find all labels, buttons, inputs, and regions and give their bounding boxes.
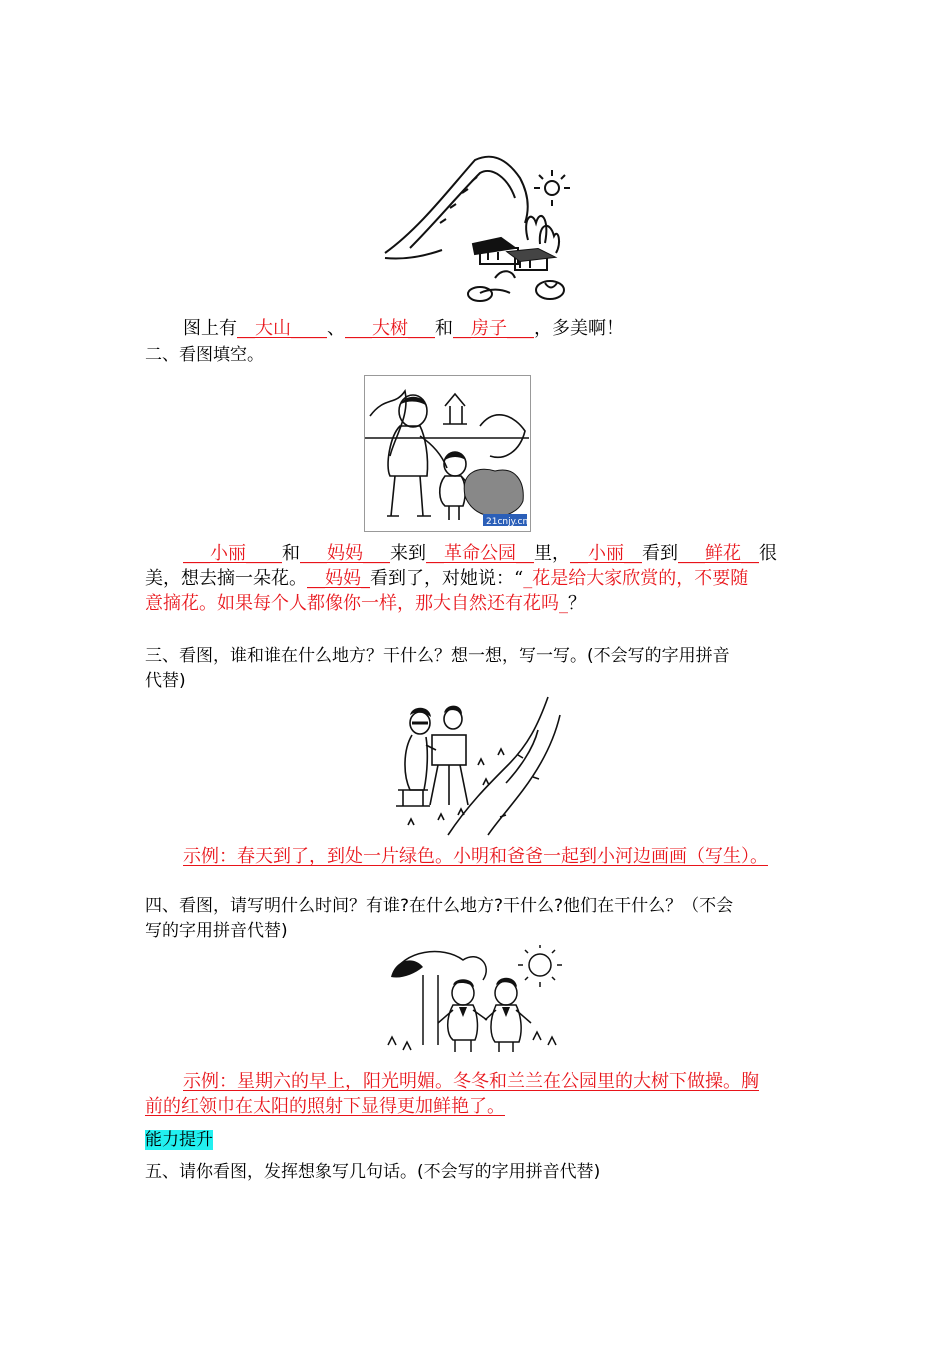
sentence-text: 看到了，对她说：“	[370, 568, 524, 589]
watermark-text: 21cnjy.cn	[486, 517, 529, 527]
section1-sentence	[183, 316, 863, 342]
section4-heading-line2: 写的字用拼音代替)	[145, 921, 288, 941]
section5-badge-row	[145, 1127, 825, 1153]
answer-text: 意摘花。如果每个人都像你一样，那大自然还有花吗_	[145, 593, 568, 614]
sentence-text: 图上有	[183, 318, 237, 339]
river-painting-illustration	[388, 695, 563, 837]
answer-blank: ___妈妈___	[300, 543, 390, 564]
section2-line3	[145, 591, 825, 617]
section2-line1	[183, 541, 863, 567]
answer-blank: ___小丽____	[183, 543, 282, 564]
mother-child-flowers-illustration	[364, 375, 531, 532]
sentence-text: 、	[327, 318, 345, 339]
answer-blank: ___鲜花__	[678, 543, 759, 564]
children-tree-sun-illustration	[383, 945, 565, 1057]
section3-answer: 示例：春天到了，到处一片绿色。小明和爸爸一起到小河边画画（写生）。	[183, 846, 768, 867]
sentence-text: 美，想去摘一朵花。	[145, 568, 307, 589]
answer-blank: __小丽__	[570, 543, 642, 564]
section4-heading-line1: 四、看图，请写明什么时间？有谁?在什么地方?干什么?他们在干什么？（不会	[145, 896, 734, 916]
answer-blank: ___大树___	[345, 318, 435, 339]
sentence-text: 来到	[390, 543, 426, 564]
answer-blank: __大山____	[237, 318, 327, 339]
answer-blank: __革命公园__	[426, 543, 534, 564]
section2-line2	[145, 566, 825, 592]
answer-blank: __妈妈_	[307, 568, 370, 589]
section3-heading-line2: 代替)	[145, 671, 186, 691]
section4-answer-line2: 前的红领巾在太阳的照射下显得更加鲜艳了。	[145, 1096, 505, 1117]
answer-blank: __房子___	[453, 318, 534, 339]
section2-heading: 二、看图填空。	[145, 345, 264, 365]
sentence-text: ？	[568, 593, 586, 614]
sentence-text: 和	[435, 318, 453, 339]
answer-text: _花是给大家欣赏的，不要随	[523, 568, 749, 589]
sentence-text: 看到	[642, 543, 678, 564]
section3-heading-line1: 三、看图，谁和谁在什么地方？干什么？想一想，写一写。(不会写的字用拼音	[145, 646, 730, 666]
section5-heading: 五、请你看图，发挥想象写几句话。(不会写的字用拼音代替)	[145, 1162, 601, 1182]
ability-badge: 能力提升	[145, 1130, 213, 1150]
sentence-text: 和	[282, 543, 300, 564]
section4-answer-line1: 示例：星期六的早上，阳光明媚。冬冬和兰兰在公园里的大树下做操。胸	[183, 1071, 759, 1092]
sentence-text: ，多美啊！	[534, 318, 624, 339]
mountain-house-illustration	[380, 148, 580, 306]
sentence-text: 很	[759, 543, 777, 564]
sentence-text: 里，	[534, 543, 570, 564]
